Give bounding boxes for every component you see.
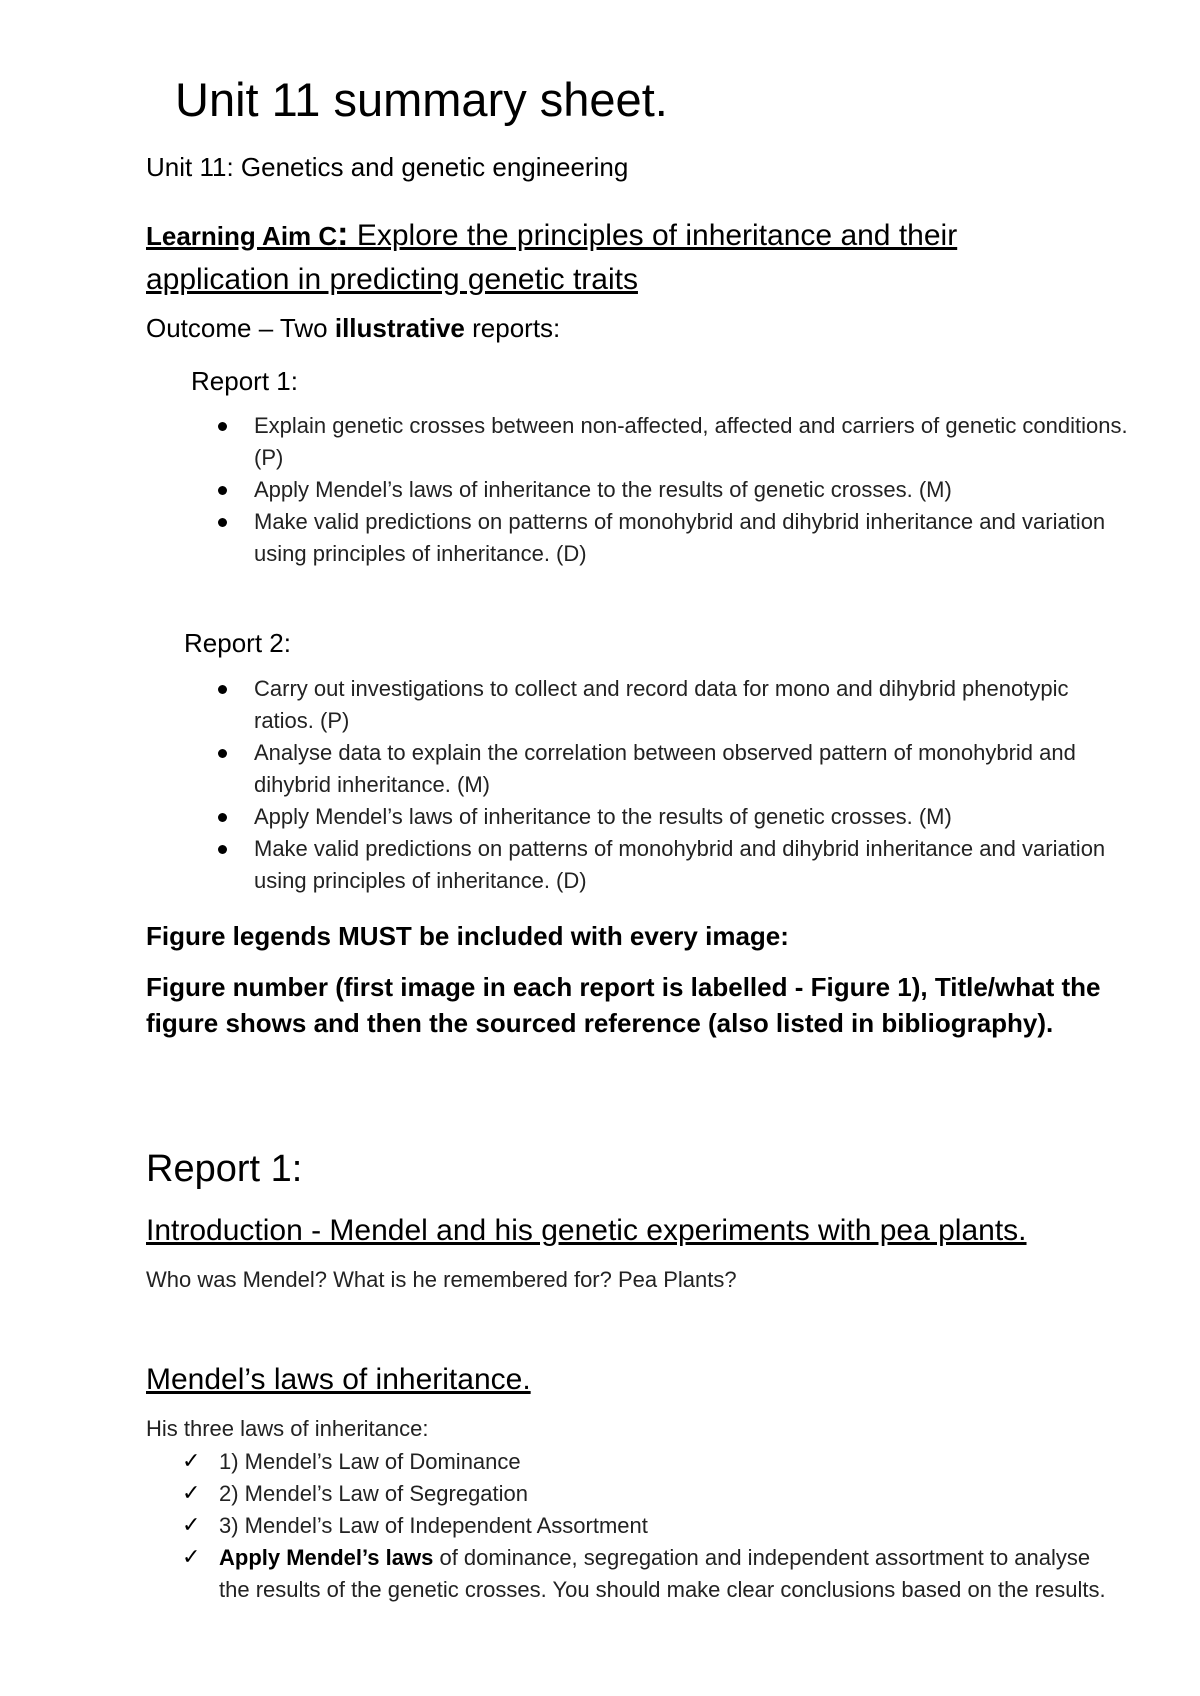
laws-heading: Mendel’s laws of inheritance.: [146, 1363, 531, 1396]
figure-number-note: Figure number (first image in each report is labelled - Figure 1), Title/what the figure shows and then the sourced reference (also listed in bibliography).: [146, 972, 1101, 1038]
learning-aim: [146, 212, 1096, 302]
bullet-dot-icon: [218, 518, 227, 527]
list-item: Apply Mendel’s laws of inheritance to the results of genetic crosses. (M): [254, 474, 1134, 506]
learning-aim-text: Explore the principles of inheritance and their application in predicting genetic traits: [146, 219, 958, 296]
bullet-dot-icon: [218, 422, 227, 431]
list-item: Explain genetic crosses between non-affected, affected and carriers of genetic conditions. (P): [254, 410, 1134, 474]
apply-laws-text: of dominance, segregation and independent assortment to analyse the results of the genetic crosses. You should make clear conclusions based on the results.: [219, 1545, 1106, 1602]
outcome-bold: illustrative: [334, 313, 465, 343]
check-icon: ✓: [182, 1545, 201, 1570]
bullet-dot-icon: [218, 685, 227, 694]
list-item: Make valid predictions on patterns of monohybrid and dihybrid inheritance and variation using principles of inheritance. (D): [254, 833, 1134, 897]
list-item: Analyse data to explain the correlation between observed pattern of monohybrid and dihybrid inheritance. (M): [254, 737, 1134, 801]
bullet-dot-icon: [218, 845, 227, 854]
check-icon: ✓: [182, 1449, 201, 1474]
outcome-suffix: reports:: [464, 313, 561, 343]
figure-legends-note: Figure legends MUST be included with every image:: [146, 921, 789, 951]
list-item: ✓ 1) Mendel’s Law of Dominance: [219, 1446, 1119, 1478]
list-item: Apply Mendel’s laws of inheritance to the results of genetic crosses. (M): [254, 801, 1134, 833]
bullet-dot-icon: [218, 486, 227, 495]
report1-heading: Report 1:: [191, 366, 298, 396]
list-item: Carry out investigations to collect and record data for mono and dihybrid phenotypic ratios. (P): [254, 673, 1134, 737]
list-item: [182, 1542, 1119, 1606]
list-item: ✓ 3) Mendel’s Law of Independent Assortment: [219, 1510, 1119, 1542]
list-item: ✓ 2) Mendel’s Law of Segregation: [219, 1478, 1119, 1510]
intro-question: Who was Mendel? What is he remembered for? Pea Plants?: [146, 1267, 737, 1292]
outcome-line: [146, 312, 560, 344]
learning-aim-label: Learning Aim C: [146, 221, 338, 251]
check-icon: ✓: [182, 1513, 201, 1538]
apply-laws-bold: Apply Mendel’s laws: [219, 1545, 434, 1570]
unit-subtitle: Unit 11: Genetics and genetic engineering: [146, 152, 629, 182]
page-title: Unit 11 summary sheet.: [175, 73, 668, 126]
intro-heading: Introduction - Mendel and his genetic experiments with pea plants.: [146, 1214, 1027, 1247]
bullet-dot-icon: [218, 749, 227, 758]
check-icon: ✓: [182, 1481, 201, 1506]
list-item: Make valid predictions on patterns of monohybrid and dihybrid inheritance and variation using principles of inheritance. (D): [254, 506, 1134, 570]
outcome-prefix: Outcome – Two: [146, 313, 335, 343]
report2-heading: Report 2:: [184, 628, 291, 658]
learning-aim-colon: :: [337, 215, 349, 253]
report1-section-heading: Report 1:: [146, 1148, 303, 1190]
bullet-dot-icon: [218, 813, 227, 822]
laws-intro: His three laws of inheritance:: [146, 1416, 429, 1441]
